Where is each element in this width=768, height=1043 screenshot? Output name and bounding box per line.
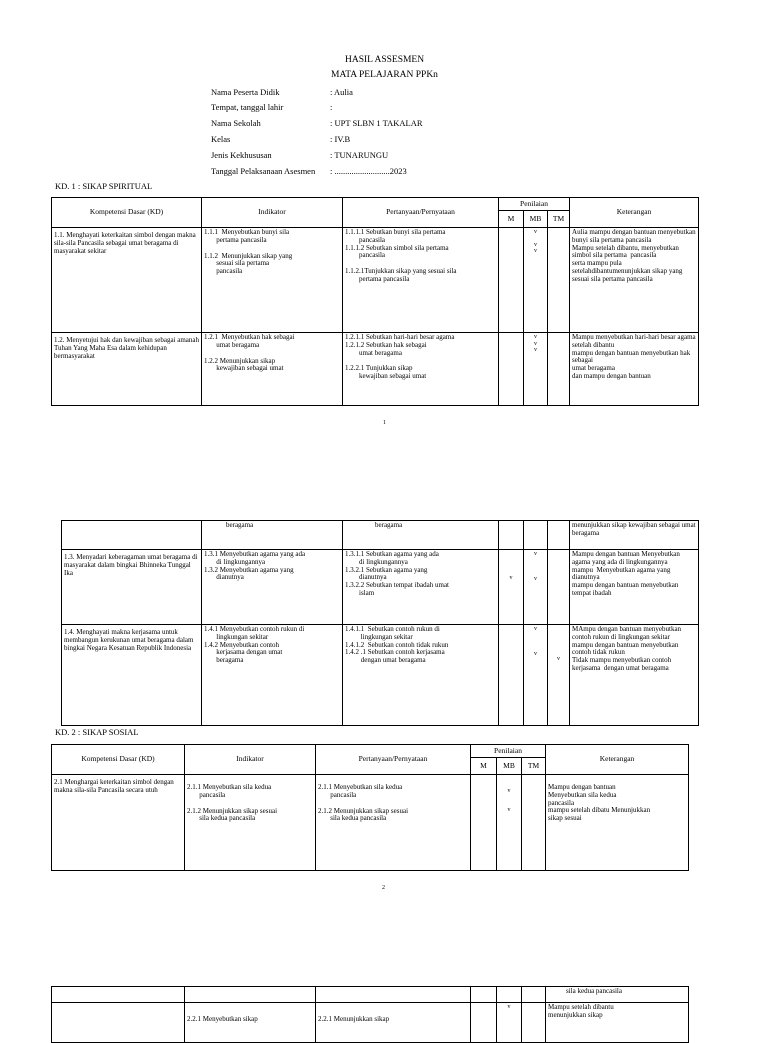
header-tm: TM (548, 211, 570, 228)
identity-label-school: Nama Sekolah (211, 118, 261, 128)
header-m: M (471, 758, 497, 775)
header-keterangan: Keterangan (546, 745, 689, 775)
cell-keterangan: Mampu setelah dibantu menunjukkan sikap (546, 1003, 689, 1043)
cell-indikator: beragama (202, 521, 343, 550)
cell-pertanyaan: 1.4.1.1 Sebutkan contoh rukun di lingkungan sekitar 1.4.1.2 Sebutkan contoh tidak rukun 1.4.2 .1 Sebutkan contoh kerjasama dengan umat beragama (343, 625, 499, 726)
table-social-continued (51, 986, 689, 1043)
cell-mb (497, 987, 522, 1003)
identity-value-birth: : (330, 102, 333, 112)
cell-pertanyaan: 2.2.1 Menunjukkan sikap (316, 1003, 471, 1043)
header-penilaian: Penilaian (471, 745, 546, 758)
identity-value-school: : UPT SLBN 1 TAKALAR (330, 118, 423, 128)
cell-m (471, 1003, 497, 1043)
cell-tm (522, 1003, 546, 1043)
cell-keterangan: menunjukkan sikap kewajiban sebagai umat beragama (570, 521, 699, 550)
section-title-spiritual: KD. 1 : SIKAP SPIRITUAL (55, 181, 153, 191)
document-subtitle: MATA PELAJARAN PPKn (331, 70, 438, 80)
table-social (51, 744, 689, 871)
cell-keterangan: MAmpu dengan bantuan menyebutkan contoh rukun di lingkungan sekitar mampu dengan bantuan menyebutkan contoh tidak rukun Tidak mampu menyebutkan contoh kerjasama dengan umat beragama (570, 625, 699, 726)
cell-keterangan: Mampu menyebutkan hari-hari besar agama setelah dibantu mampu dengan bantuan menyebutkan hak sebagai umat beragama dan mampu dengan bantuan (570, 333, 699, 406)
header-indikator: Indikator (185, 745, 316, 775)
table-row (52, 775, 689, 871)
cell-indikator: 2.1.1 Menyebutkan sila kedua pancasila 2.1.2 Menunjukkan sikap sesuai sila kedua pancasila (185, 775, 316, 871)
table-row (52, 228, 699, 333)
table-row-continuation (62, 521, 699, 550)
cell-tm (522, 775, 546, 871)
cell-indikator: 2.2.1 Menyebutkan sikap (185, 1003, 316, 1043)
identity-label-birth: Tempat, tanggal lahir (211, 102, 284, 112)
cell-kd (52, 1003, 185, 1043)
cell-mb: v v v (524, 333, 548, 406)
cell-mb: v v (497, 775, 522, 871)
cell-tm: v (548, 625, 570, 726)
page-number: 2 (382, 885, 385, 891)
cell-mb: v (497, 1003, 522, 1043)
identity-label-class: Kelas (211, 134, 231, 144)
cell-kd: 1.4. Menghayati makna kerjasama untuk membangun kerukunan umat beragama dalam bingkai Negara Kesatuan Republik Indonesia (62, 625, 202, 726)
table-spiritual-continued (61, 520, 699, 726)
header-penilaian: Penilaian (499, 198, 570, 211)
cell-m: v (499, 550, 524, 625)
cell-kd: 1.3. Menyadari keberagaman umat beragama di masyarakat dalam bingkai Bhinneka Tunggal Ika (62, 550, 202, 625)
cell-m (471, 775, 497, 871)
header-tm: TM (522, 758, 546, 775)
header-mb: MB (524, 211, 548, 228)
table-row-continuation (52, 987, 689, 1003)
cell-mb: v v v (524, 228, 548, 333)
header-mb: MB (497, 758, 522, 775)
cell-keterangan: sila kedua pancasila (546, 987, 689, 1003)
cell-keterangan: Aulia mampu dengan bantuan menyebutkan bunyi sila pertama pancasila Mampu setelah dibantu, menyebutkan simbol sila pertama pancasila serta mampu pula setelahdibantumenunjukkan sikap yang sesuai sila pertama pancasila (570, 228, 699, 333)
header-pertanyaan: Pertanyaan/Pernyataan (316, 745, 471, 775)
cell-tm (522, 987, 546, 1003)
cell-m (499, 228, 524, 333)
cell-keterangan: Mampu dengan bantuan Menyebutkan agama yang ada di lingkungannya mampu Menyebutkan agama yang dianutnya mampu dengan bantuan menyebutkan tempat ibadah (570, 550, 699, 625)
header-m: M (499, 211, 524, 228)
cell-pertanyaan: 2.1.1 Menyebutkan sila kedua pancasila 2.1.2 Menunjukkan sikap sesuai sila kedua pancasila (316, 775, 471, 871)
cell-kd (52, 987, 185, 1003)
header-kd: Kompetensi Dasar (KD) (52, 198, 202, 228)
table-row (62, 625, 699, 726)
identity-label-name: Nama Peserta Didik (211, 87, 280, 97)
table-row (52, 1003, 689, 1043)
cell-indikator: 1.1.1 Menyebutkan bunyi sila pertama pancasila 1.1.2 Menunjukkan sikap yang sesuai sila pertama pancasila (202, 228, 343, 333)
cell-m (499, 521, 524, 550)
cell-tm (548, 228, 570, 333)
identity-label-date: Tanggal Pelaksanaan Asesmen (211, 166, 316, 176)
identity-value-type: : TUNARUNGU (330, 150, 389, 160)
cell-indikator: 1.2.1 Menyebutkan hak sebagai umat beragama 1.2.2 Menunjukkan sikap kewajiban sebagai umat (202, 333, 343, 406)
cell-tm (548, 521, 570, 550)
identity-value-class: : IV.B (330, 134, 351, 144)
cell-kd: 2.1 Menghargai keterkaitan simbol dengan makna sila-sila Pancasila secara utuh (52, 775, 185, 871)
identity-value-name: : Aulia (330, 87, 353, 97)
cell-kd: 1.1. Menghayati keterkaitan simbol dengan makna sila-sila Pancasila sebagai umat beragama di masyarakat sekitar (52, 228, 202, 333)
cell-indikator (185, 987, 316, 1003)
cell-indikator: 1.4.1 Menyebutkan contoh rukun di lingkungan sekitar 1.4.2 Menyebutkan contoh kerjasama dengan umat beragama (202, 625, 343, 726)
cell-m (499, 625, 524, 726)
page-number: 1 (383, 420, 386, 426)
header-keterangan: Keterangan (570, 198, 699, 228)
cell-mb: v v (524, 625, 548, 726)
cell-tm (548, 333, 570, 406)
table-row (52, 333, 699, 406)
cell-kd (62, 521, 202, 550)
identity-value-date: : ..........................2023 (330, 166, 407, 176)
table-spiritual (51, 197, 699, 406)
cell-pertanyaan: 1.3.1.1 Sebutkan agama yang ada di lingkungannya 1.3.2.1 Sebutkan agama yang dianutnya 1.3.2.2 Sebutkan tempat ibadah umat islam (343, 550, 499, 625)
cell-pertanyaan: 1.1.1.1 Sebutkan bunyi sila pertama pancasila 1.1.1.2 Sebutkan simbol sila pertama pancasila 1.1.2.1Tunjukkan sikap yang sesuai sila pertama pancasila (343, 228, 499, 333)
cell-kd: 1.2. Menyetujui hak dan kewajiban sebagai amanah Tuhan Yang Maha Esa dalam kehidupan bermasyarakat (52, 333, 202, 406)
cell-pertanyaan: 1.2.1.1 Sebutkan hari-hari besar agama 1.2.1.2 Sebutkan hak sebagai umat beragama 1.2.2.1 Tunjukkan sikap kewajiban sebagai umat (343, 333, 499, 406)
cell-pertanyaan (316, 987, 471, 1003)
header-pertanyaan: Pertanyaan/Pernyataan (343, 198, 499, 228)
cell-tm (548, 550, 570, 625)
header-indikator: Indikator (202, 198, 343, 228)
cell-pertanyaan: beragama (343, 521, 499, 550)
cell-keterangan: Mampu dengan bantuan Menyebutkan sila kedua pancasila mampu setelah dibatu Menunjukkan sikap sesuai (546, 775, 689, 871)
identity-label-type: Jenis Kekhususan (211, 150, 272, 160)
header-kd: Kompetensi Dasar (KD) (52, 745, 185, 775)
cell-mb: v v (524, 550, 548, 625)
cell-m (499, 333, 524, 406)
cell-m (471, 987, 497, 1003)
document-title: HASIL ASSESMEN (345, 55, 425, 65)
table-row (62, 550, 699, 625)
cell-mb (524, 521, 548, 550)
cell-indikator: 1.3.1 Menyebutkan agama yang ada di lingkungannya 1.3.2 Menyebutkan agama yang dianutnya (202, 550, 343, 625)
section-title-social: KD. 2 : SIKAP SOSIAL (55, 727, 139, 737)
